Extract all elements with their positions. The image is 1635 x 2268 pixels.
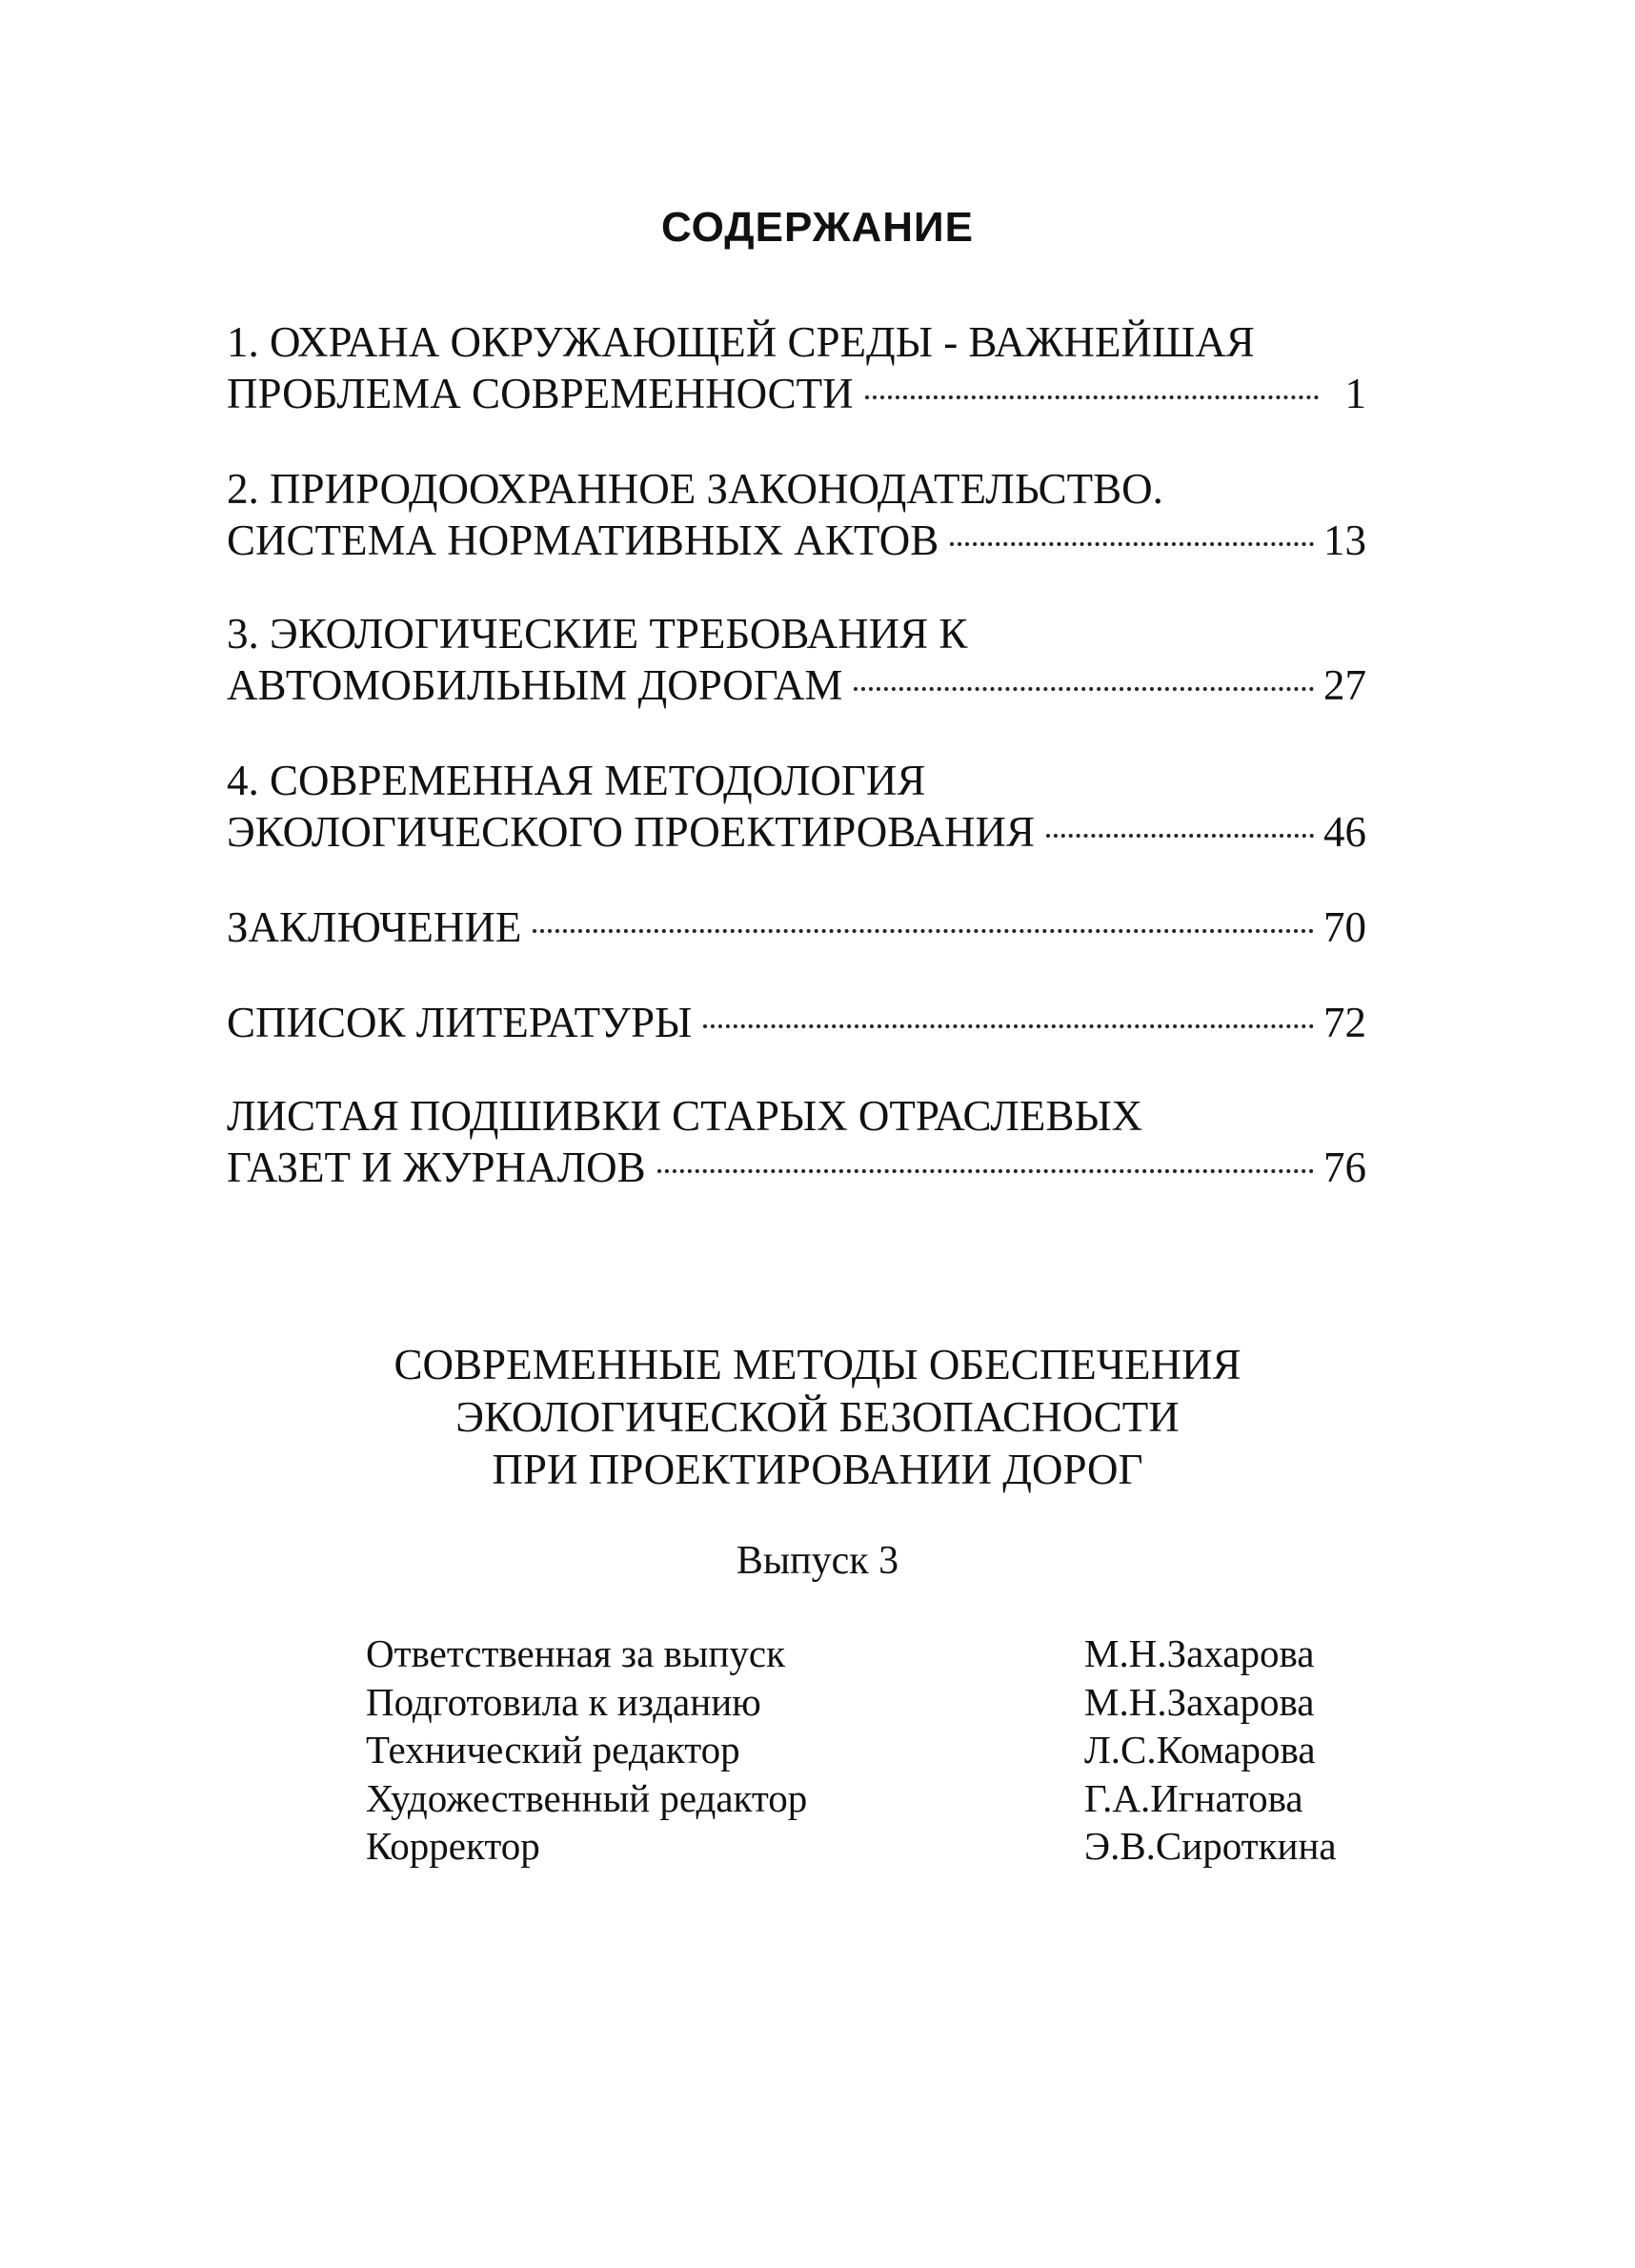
toc-page-number: 46 [1323,808,1366,856]
toc-entry-title-line2: АВТОМОБИЛЬНЫМ ДОРОГАМ [227,661,843,709]
toc-entry-title-line1: 3. ЭКОЛОГИЧЕСКИЕ ТРЕБОВАНИЯ К [227,610,968,658]
credit-role: Технический редактор [366,1728,740,1772]
toc-entry-title-line1: 2. ПРИРОДООХРАННОЕ ЗАКОНОДАТЕЛЬСТВО. [227,465,1163,513]
toc-page-number: 70 [1323,903,1366,951]
book-title-line: ЭКОЛОГИЧЕСКОЙ БЕЗОПАСНОСТИ [455,1393,1180,1441]
toc-entry-title-line1: 1. ОХРАНА ОКРУЖАЮЩЕЙ СРЕДЫ - ВАЖНЕЙШАЯ [227,318,1255,366]
table-of-contents [227,316,1366,1193]
credit-role: Ответственная за выпуск [366,1631,785,1675]
toc-page-number: 1 [1344,370,1366,417]
book-title-line: СОВРЕМЕННЫЕ МЕТОДЫ ОБЕСПЕЧЕНИЯ [394,1341,1241,1388]
credit-role: Художественный редактор [366,1775,808,1820]
toc-entry[interactable] [227,608,1366,711]
credit-name: М.Н.Захарова [1084,1679,1315,1724]
dot-leader [1046,834,1314,838]
book-title-line: ПРИ ПРОЕКТИРОВАНИИ ДОРОГ [492,1446,1143,1493]
toc-entry[interactable] [227,1090,1366,1193]
credit-row [366,1822,1357,1871]
dot-leader [533,929,1314,933]
credit-name: Э.В.Сироткина [1084,1824,1337,1868]
toc-entry[interactable] [227,997,1366,1048]
toc-entry-title-line1: 4. СОВРЕМЕННАЯ МЕТОДОЛОГИЯ [227,757,926,804]
toc-entry[interactable] [227,316,1366,419]
toc-entry-title: СПИСОК ЛИТЕРАТУРЫ [227,999,693,1046]
toc-entry[interactable] [227,463,1366,566]
toc-page-number: 13 [1323,516,1366,564]
toc-entry-title-line2: ЭКОЛОГИЧЕСКОГО ПРОЕКТИРОВАНИЯ [227,808,1035,856]
dot-leader [950,542,1314,546]
toc-entry-title-line2: ГАЗЕТ И ЖУРНАЛОВ [227,1144,646,1191]
toc-entry[interactable] [227,755,1366,858]
toc-entry-title-line2: ПРОБЛЕМА СОВРЕМЕННОСТИ [227,370,854,417]
credits-block [366,1630,1357,1871]
credit-row [366,1678,1357,1727]
toc-entry-title: ЗАКЛЮЧЕНИЕ [227,903,522,951]
dot-leader [657,1169,1314,1173]
credit-row [366,1726,1357,1774]
credit-name: Л.С.Комарова [1084,1728,1316,1772]
toc-entry-title-line2: СИСТЕМА НОРМАТИВНЫХ АКТОВ [227,516,939,564]
credit-row [366,1630,1357,1678]
toc-entry[interactable] [227,901,1366,953]
dot-leader [703,1024,1314,1028]
toc-page-number: 72 [1323,999,1366,1046]
credit-role: Корректор [366,1824,540,1868]
credit-name: М.Н.Захарова [1084,1631,1315,1675]
dot-leader [865,395,1319,399]
dot-leader [854,687,1314,691]
credit-row [366,1774,1357,1823]
issue-number: Выпуск 3 [736,1539,899,1583]
credit-name: Г.А.Игнатова [1084,1775,1303,1820]
credit-role: Подготовила к изданию [366,1679,761,1724]
toc-page-number: 76 [1323,1144,1366,1191]
toc-entry-title-line1: ЛИСТАЯ ПОДШИВКИ СТАРЫХ ОТРАСЛЕВЫХ [227,1092,1143,1140]
toc-page-number: 27 [1323,661,1366,709]
book-title [0,1339,1635,1496]
toc-title: СОДЕРЖАНИЕ [660,204,975,251]
